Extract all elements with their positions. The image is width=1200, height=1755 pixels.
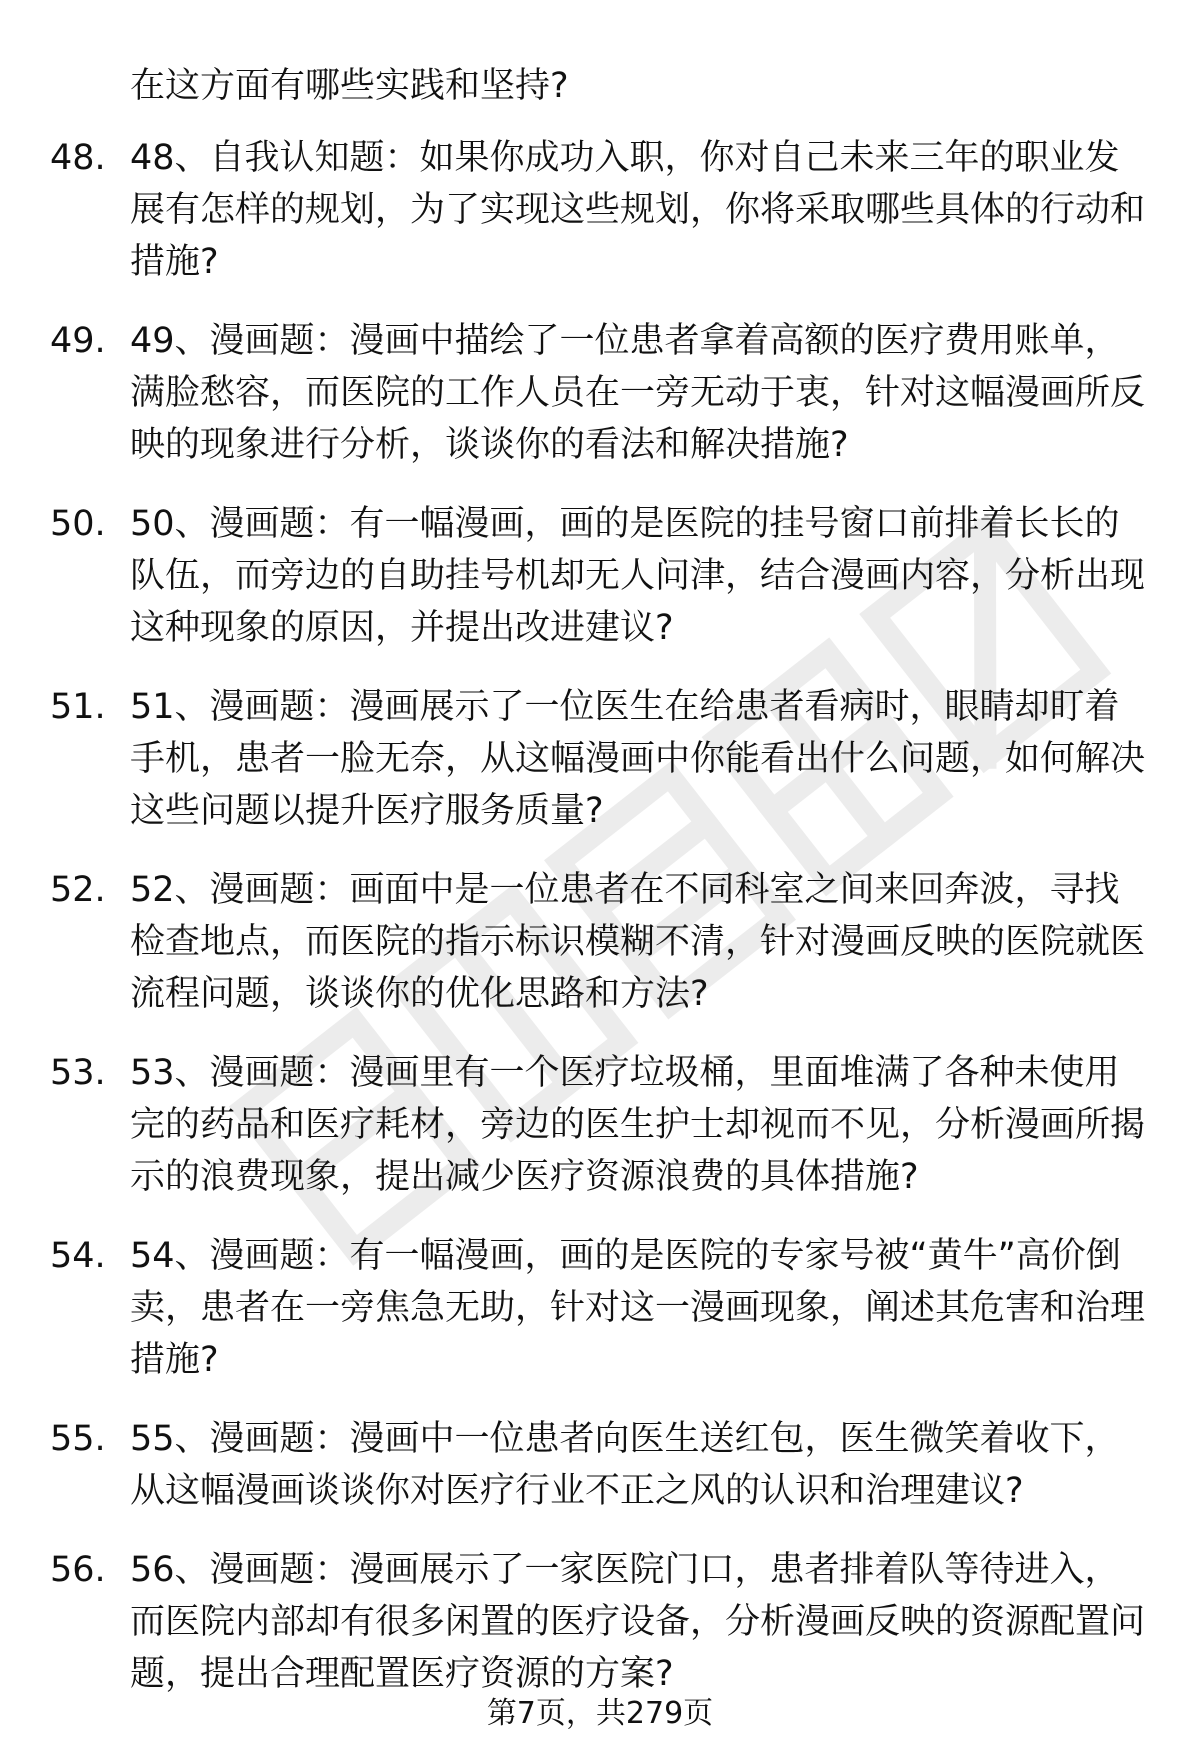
question-number: 50. xyxy=(50,504,106,544)
question-number: 52. xyxy=(50,870,106,910)
question-item-54 xyxy=(0,1230,1200,1386)
question-text: 51、漫画题：漫画展示了一位医生在给患者看病时，眼睛却盯着手机，患者一脸无奈，从这幅漫画中你能看出什么问题，如何解决这些问题以提升医疗服务质量? xyxy=(130,687,1146,831)
question-text: 55、漫画题：漫画中一位患者向医生送红包，医生微笑着收下，从这幅漫画谈谈你对医疗行业不正之风的认识和治理建议? xyxy=(130,1419,1120,1511)
question-number: 49. xyxy=(50,321,106,361)
question-text: 48、自我认知题：如果你成功入职，你对自己未来三年的职业发展有怎样的规划，为了实现这些规划，你将采取哪些具体的行动和措施? xyxy=(130,138,1146,282)
question-text: 56、漫画题：漫画展示了一家医院门口，患者排着队等待进入，而医院内部却有很多闲置的医疗设备，分析漫画反映的资源配置问题，提出合理配置医疗资源的方案? xyxy=(130,1550,1146,1694)
page-footer: 第7页，共279页 xyxy=(486,1696,714,1731)
question-number: 51. xyxy=(50,687,106,727)
question-item-56 xyxy=(0,1544,1200,1700)
question-item-53 xyxy=(0,1047,1200,1203)
question-list xyxy=(0,132,1200,1727)
question-item-55 xyxy=(0,1413,1200,1517)
question-text: 53、漫画题：漫画里有一个医疗垃圾桶，里面堆满了各种未使用完的药品和医疗耗材，旁边的医生护士却视而不见，分析漫画所揭示的浪费现象，提出减少医疗资源浪费的具体措施? xyxy=(130,1053,1146,1197)
question-number: 53. xyxy=(50,1053,106,1093)
question-item-48 xyxy=(0,132,1200,288)
continuation-text: 在这方面有哪些实践和坚持? xyxy=(130,66,569,106)
question-item-50 xyxy=(0,498,1200,654)
question-item-49 xyxy=(0,315,1200,471)
question-number: 48. xyxy=(50,138,106,178)
question-number: 56. xyxy=(50,1550,106,1590)
question-text: 49、漫画题：漫画中描绘了一位患者拿着高额的医疗费用账单，满脸愁容，而医院的工作人员在一旁无动于衷，针对这幅漫画所反映的现象进行分析，谈谈你的看法和解决措施? xyxy=(130,321,1146,465)
question-text: 54、漫画题：有一幅漫画，画的是医院的专家号被“黄牛”高价倒卖，患者在一旁焦急无助，针对这一漫画现象，阐述其危害和治理措施? xyxy=(130,1236,1146,1380)
question-number: 54. xyxy=(50,1236,106,1276)
question-text: 52、漫画题：画面中是一位患者在不同科室之间来回奔波，寻找检查地点，而医院的指示标识模糊不清，针对漫画反映的医院就医流程问题，谈谈你的优化思路和方法? xyxy=(130,870,1146,1014)
question-text: 50、漫画题：有一幅漫画，画的是医院的挂号窗口前排着长长的队伍，而旁边的自助挂号机却无人问津，结合漫画内容，分析出现这种现象的原因，并提出改进建议? xyxy=(130,504,1146,648)
question-item-52 xyxy=(0,864,1200,1020)
question-item-51 xyxy=(0,681,1200,837)
question-number: 55. xyxy=(50,1419,106,1459)
